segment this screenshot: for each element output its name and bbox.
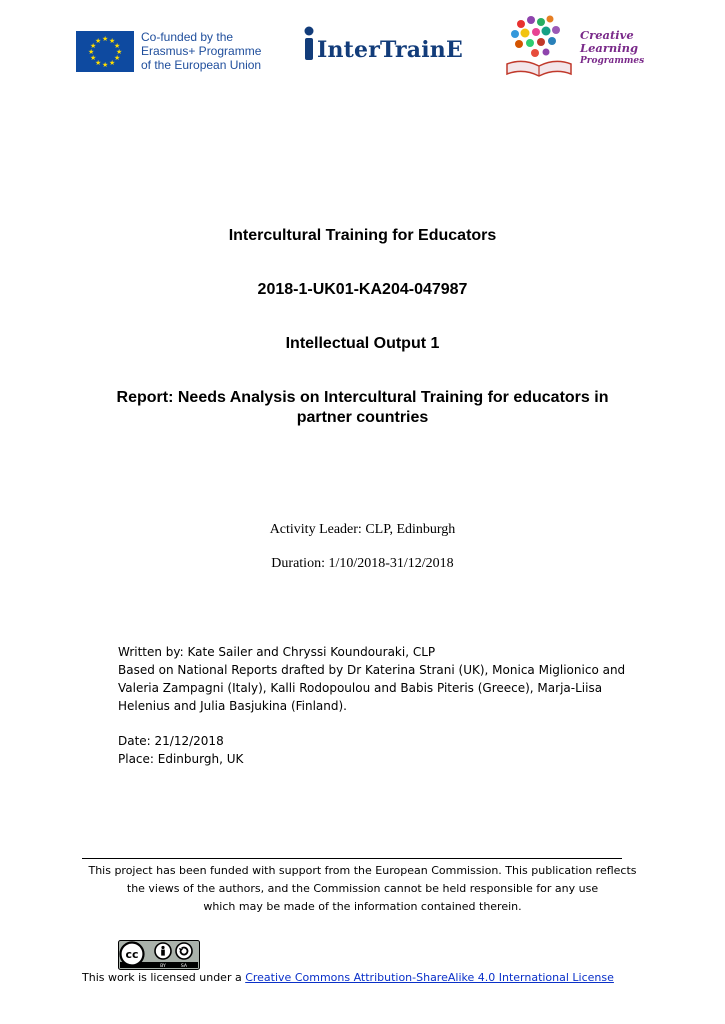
clp-text-line3: Programmes xyxy=(580,56,645,66)
activity-duration: Duration: 1/10/2018-31/12/2018 xyxy=(271,556,454,571)
activity-leader: Activity Leader: CLP, Edinburgh xyxy=(269,522,456,537)
cc-by-sa-badge-icon[interactable] xyxy=(118,940,200,970)
based-on-line1: Based on National Reports drafted by Dr Katerina Strani (UK), Monica Miglionico and xyxy=(118,663,626,677)
based-on-line2: Valeria Zampagni (Italy), Kalli Rodopoulou and Babis Piteris (Greece), Marja-Liisa xyxy=(118,681,603,695)
license-notice xyxy=(82,971,614,984)
eu-text-line1: Co-funded by the xyxy=(141,30,234,44)
eu-erasmus-logo xyxy=(76,30,261,72)
disclaimer-line1: This project has been funded with support from the European Commission. This publication reflects xyxy=(88,864,637,877)
disclaimer-line3: which may be made of the information contained therein. xyxy=(203,900,522,913)
cc-badge-sa-text: SA xyxy=(180,964,188,970)
report-title-line2: partner countries xyxy=(296,409,429,426)
license-prefix: This work is licensed under a xyxy=(82,971,246,984)
funding-disclaimer xyxy=(80,862,645,916)
footer-divider xyxy=(82,858,622,859)
report-title-line1: Report: Needs Analysis on Intercultural Training for educators in xyxy=(116,389,609,406)
project-code: 2018-1-UK01-KA204-047987 xyxy=(257,281,468,298)
intertraine-logo xyxy=(302,24,463,62)
document-title: Intercultural Training for Educators xyxy=(228,227,497,244)
document-date: Date: 21/12/2018 xyxy=(118,734,224,748)
clp-text-line2: Learning xyxy=(580,41,639,55)
intertraine-wordmark: InterTrainE xyxy=(317,37,463,63)
person-icon xyxy=(302,26,316,62)
clp-logo xyxy=(503,14,653,82)
document-place: Place: Edinburgh, UK xyxy=(118,752,244,766)
eu-text-line2: Erasmus+ Programme xyxy=(141,44,262,58)
intellectual-output: Intellectual Output 1 xyxy=(285,335,440,352)
book-bubbles-icon xyxy=(503,14,578,82)
based-on-line3: Helenius and Julia Basjukina (Finland). xyxy=(118,699,347,713)
authorship-block xyxy=(118,643,638,768)
disclaimer-line2: the views of the authors, and the Commission cannot be held responsible for any use xyxy=(126,882,599,895)
cc-badge-by-text: BY xyxy=(160,964,166,970)
clp-text-line1: Creative xyxy=(580,28,634,42)
license-link[interactable]: Creative Commons Attribution-ShareAlike 4.0 International License xyxy=(245,971,614,984)
written-by: Written by: Kate Sailer and Chryssi Koundouraki, CLP xyxy=(118,645,436,659)
cc-badge-cc-text: cc xyxy=(125,948,139,961)
eu-text-line3: of the European Union xyxy=(141,58,262,72)
eu-flag-icon: ★ ★ ★ ★ ★ ★ ★ ★ ★ ★ ★ ★ xyxy=(76,31,134,72)
